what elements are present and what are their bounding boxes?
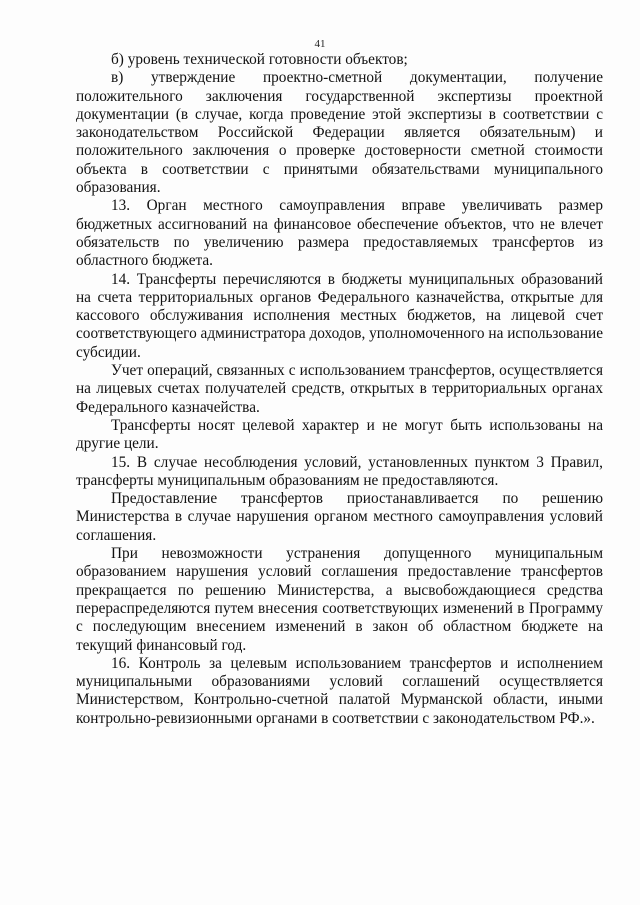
paragraph-15: 15. В случае несоблюдения условий, установленных пунктом 3 Правил, трансферты муниципальным образованиям не предоставляются. — [76, 453, 603, 489]
paragraph-item-v: в) утверждение проектно-сметной документации, получение положительного заключения государственной экспертизы проектной документации (в случае, когда проведение этой экспертизы в соответствии с законодательством Российской Федерации является обязательным) и положительного заключения о проверке достоверности сметной стоимости объекта в соответствии с принятыми обязательствами муниципального образования. — [76, 69, 603, 197]
paragraph-accounting: Учет операций, связанных с использованием трансфертов, осуществляется на лицевых счетах получателей средств, открытых в территориальных органах Федерального казначейства. — [76, 362, 603, 416]
paragraph-14: 14. Трансферты перечисляются в бюджеты муниципальных образований на счета территориальных органов Федерального казначейства, открытые для кассового обслуживания исполнения местных бюджетов, на лицевой счет соответствующего администратора доходов, уполномоченного на использование субсидии. — [76, 270, 603, 361]
paragraph-targeted-use: Трансферты носят целевой характер и не могут быть использованы на другие цели. — [76, 416, 603, 453]
paragraph-item-b: б) уровень технической готовности объектов; — [111, 51, 408, 68]
document-body — [76, 51, 603, 728]
paragraph-13: 13. Орган местного самоуправления вправе увеличивать размер бюджетных ассигнований на финансовое обеспечение объектов, что не влечет обязательств по увеличению размера предоставляемых трансфертов из областного бюджета. — [76, 197, 603, 270]
page-number: 41 — [314, 38, 326, 50]
paragraph-suspension: Предоставление трансфертов приостанавливается по решению Министерства в случае нарушения органом местного самоуправления условий соглашения. — [76, 490, 603, 544]
paragraph-termination: При невозможности устранения допущенного муниципальным образованием нарушения условий соглашения предоставление трансфертов прекращается по решению Министерства, а высвобождающиеся средства перераспределяются путем внесения соответствующих изменений в Программу с последующим внесением изменений в закон об областном бюджете на текущий финансовый год. — [76, 545, 603, 654]
paragraph-16: 16. Контроль за целевым использованием трансфертов и исполнением муниципальными образованиями условий соглашений осуществляется Министерством, Контрольно-счетной палатой Мурманской области, иными контрольно-ревизионными органами в соответствии с законодательством РФ.». — [76, 654, 603, 727]
